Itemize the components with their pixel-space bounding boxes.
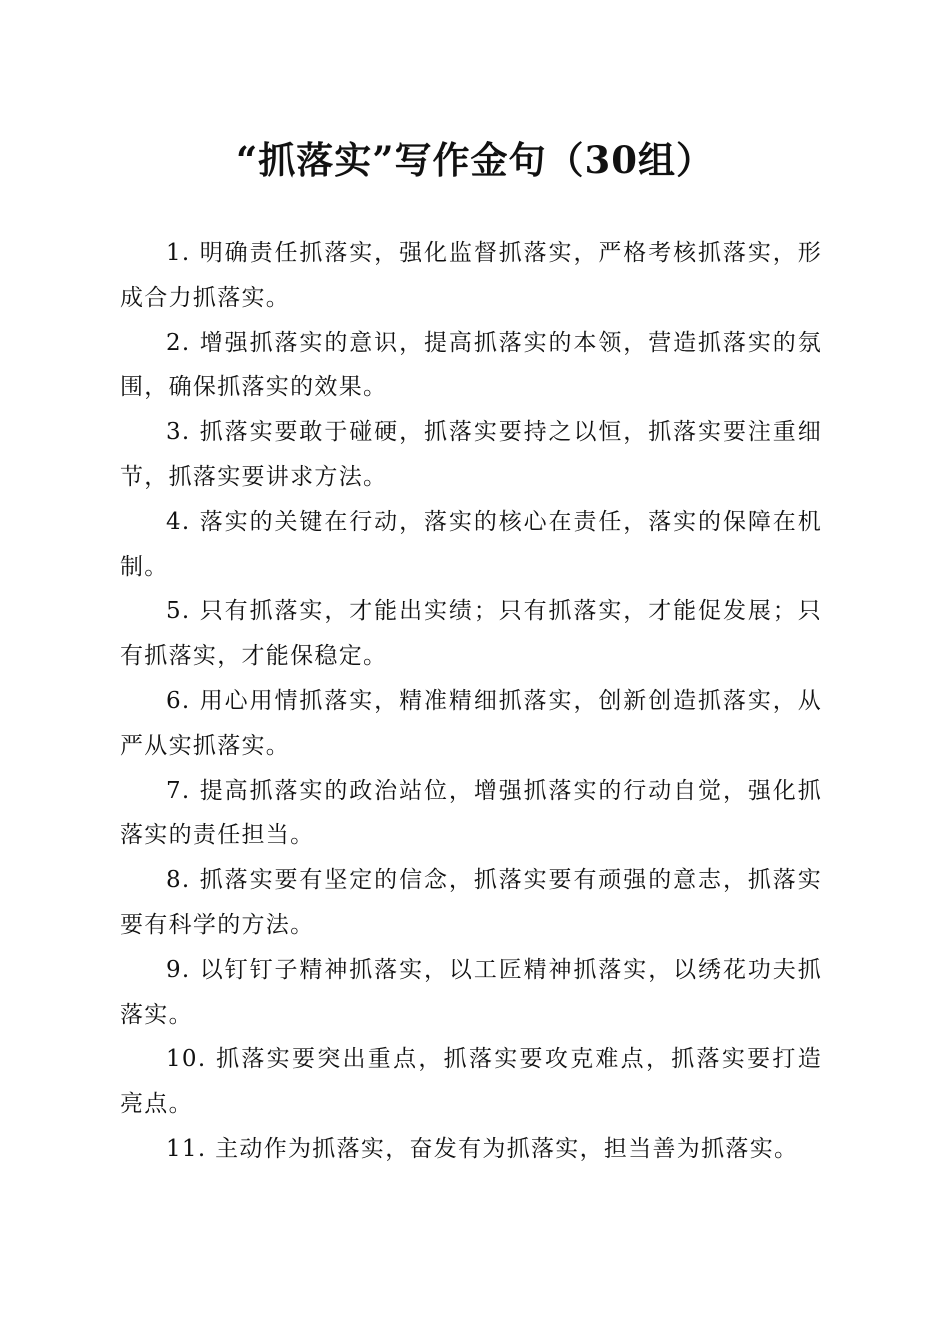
paragraph-11: 11. 主动作为抓落实，奋发有为抓落实，担当善为抓落实。 [166, 1135, 799, 1162]
paragraph-9: 9. 以钉钉子精神抓落实，以工匠精神抓落实，以绣花功夫抓落实。 [120, 956, 822, 1028]
paragraph-6: 6. 用心用情抓落实，精准精细抓落实，创新创造抓落实，从严从实抓落实。 [120, 687, 822, 759]
paragraph-3: 3. 抓落实要敢于碰硬，抓落实要持之以恒，抓落实要注重细节，抓落实要讲求方法。 [120, 419, 822, 490]
paragraph-4: 4. 落实的关键在行动，落实的核心在责任，落实的保障在机制。 [120, 508, 822, 580]
paragraph-10: 10. 抓落实要突出重点，抓落实要攻克难点，抓落实要打造亮点。 [120, 1046, 822, 1118]
paragraph-2: 2. 增强抓落实的意识，提高抓落实的本领，营造抓落实的氛围，确保抓落实的效果。 [120, 329, 822, 401]
paragraph-1: 1. 明确责任抓落实，强化监督抓落实，严格考核抓落实，形成合力抓落实。 [120, 240, 822, 311]
paragraph-8: 8. 抓落实要有坚定的信念，抓落实要有顽强的意志，抓落实要有科学的方法。 [120, 867, 822, 938]
paragraph-7: 7. 提高抓落实的政治站位，增强抓落实的行动自觉，强化抓落实的责任担当。 [120, 777, 822, 849]
document-title: “抓落实”写作金句（30组） [235, 138, 715, 182]
document-body [120, 231, 822, 1172]
paragraph-5: 5. 只有抓落实，才能出实绩；只有抓落实，才能促发展；只有抓落实，才能保稳定。 [120, 598, 822, 670]
